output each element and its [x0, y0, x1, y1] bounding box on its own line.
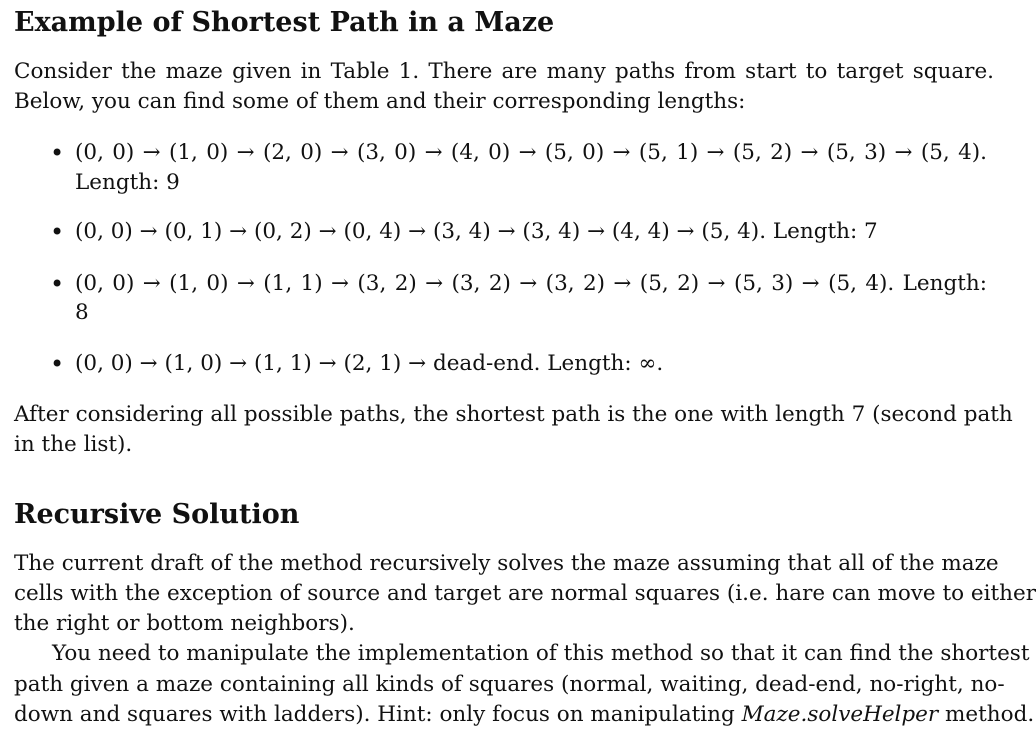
bullet-icon: •	[50, 270, 65, 298]
bullet-icon: •	[50, 139, 65, 167]
paragraph-1-line-2: cells with the exception of source and target are normal squares (i.e. hare can move to either	[14, 581, 1036, 606]
bullet-icon: •	[50, 350, 65, 378]
conclusion-line-1: After considering all possible paths, the shortest path is the one with length 7 (second path	[14, 402, 1013, 427]
paragraph-2-line-2: path given a maze containing all kinds of squares (normal, waiting, dead-end, no-right, no-	[14, 672, 1005, 697]
path-item-3-line-2: 8	[75, 300, 89, 325]
path-item-1-line-1: (0, 0) → (1, 0) → (2, 0) → (3, 0) → (4, 0) → (5, 0) → (5, 1) → (5, 2) → (5, 3) → (5, 4).	[75, 140, 987, 165]
path-item-4-line-1: (0, 0) → (1, 0) → (1, 1) → (2, 1) → dead-end. Length: ∞.	[75, 351, 664, 376]
paragraph-1-line-1: The current draft of the method recursively solves the maze assuming that all of the maze	[14, 551, 999, 576]
path-item-3-line-1: (0, 0) → (1, 0) → (1, 1) → (3, 2) → (3, 2) → (3, 2) → (5, 2) → (5, 3) → (5, 4). Length:	[75, 271, 987, 296]
paragraph-2-line-3	[14, 700, 1035, 730]
bullet-icon: •	[50, 218, 65, 246]
intro-line-2: Below, you can find some of them and their corresponding lengths:	[14, 89, 746, 114]
path-item-2-line-1: (0, 0) → (0, 1) → (0, 2) → (0, 4) → (3, 4) → (3, 4) → (4, 4) → (5, 4). Length: 7	[75, 219, 878, 244]
intro-line-1: Consider the maze given in Table 1. There are many paths from start to target square.	[14, 59, 994, 84]
paragraph-2-line-3-prefix: down and squares with ladders). Hint: only focus on manipulating	[14, 702, 735, 727]
section-heading-recursive: Recursive Solution	[14, 499, 300, 530]
path-item-1-line-2: Length: 9	[75, 170, 180, 195]
paragraph-2-line-3-suffix: method.	[945, 702, 1035, 727]
paragraph-2-line-1: You need to manipulate the implementation of this method so that it can find the shortest	[52, 641, 1030, 666]
section-heading-example: Example of Shortest Path in a Maze	[14, 7, 555, 38]
method-name: Maze.solveHelper	[741, 702, 939, 727]
conclusion-line-2: in the list).	[14, 432, 133, 457]
paragraph-1-line-3: the right or bottom neighbors).	[14, 611, 355, 636]
